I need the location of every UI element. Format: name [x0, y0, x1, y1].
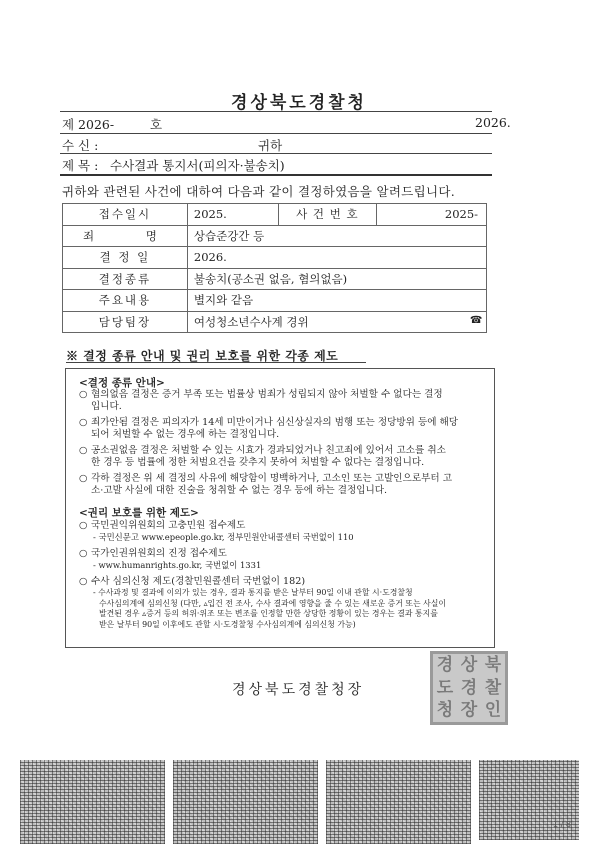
- decision-item-text: 한 경우 등 법률에 정한 처벌요건을 갖추지 못하여 처벌할 수 없다는 결정입니다.: [91, 457, 425, 469]
- document-number-suffix: 호: [150, 117, 163, 132]
- intro-text: 귀하와 관련된 사건에 대하여 다음과 같이 결정하였음을 알려드립니다.: [62, 184, 456, 199]
- rights-item-detail: 수사심의계에 심의신청 (다만, ▵입건 전 조사, 수사 결과에 영향을 줄 수 있는 새로운 증거 또는 사실이: [99, 598, 446, 608]
- decision-item-text: 입니다.: [91, 401, 122, 413]
- bullet: ○: [79, 576, 88, 587]
- decision-item-text: 혐의없음 결정은 증거 부족 또는 법률상 범죄가 성립되지 않아 처벌할 수 없다는 결정: [91, 389, 443, 400]
- content-label: 주요내용: [63, 290, 188, 312]
- bullet: ○: [79, 389, 88, 400]
- recipient-suffix: 귀하: [258, 138, 283, 153]
- seal-char: 도: [436, 677, 454, 698]
- seal-char: 경: [460, 677, 478, 698]
- decision-item: [79, 417, 489, 442]
- rights-item-title: 국민권익위원회의 고충민원 접수제도: [91, 520, 246, 531]
- seal-char: 북: [484, 655, 502, 675]
- receipt-date-label: 접수일시: [63, 204, 188, 226]
- table-row: [63, 247, 487, 269]
- bullet: ○: [79, 445, 88, 456]
- document-barcode: [20, 760, 165, 844]
- case-info-table: [62, 203, 487, 333]
- bullet: ○: [79, 473, 88, 484]
- header-divider: [60, 153, 492, 154]
- case-number-label: 사 건 번 호: [278, 204, 376, 226]
- decision-item-text: 소·고발 사실에 대한 진술을 청취할 수 없는 경우 등에 하는 결정입니다.: [91, 485, 388, 497]
- decision-item: [79, 389, 489, 414]
- case-number-value: 2025-: [376, 204, 486, 226]
- seal-char: 찰: [484, 677, 502, 698]
- bullet: ○: [79, 548, 88, 559]
- decision-item: [79, 473, 489, 498]
- table-row: [63, 268, 487, 290]
- decision-date-label: 결 정 일: [63, 247, 188, 269]
- rights-item: [79, 520, 489, 543]
- seal-char: 인: [484, 700, 502, 721]
- rights-item: [79, 548, 489, 571]
- officer-value: 여성청소년수사계 경위: [193, 314, 309, 329]
- phone-icon: ☎: [469, 314, 483, 326]
- document-number-label: 제 2026-: [62, 117, 115, 132]
- document-date: 2026.: [475, 115, 511, 130]
- document-barcode: [326, 760, 471, 844]
- receipt-date-value: 2025.: [187, 204, 278, 226]
- document-title: 경상북도경찰청: [231, 93, 367, 113]
- rights-item-title: 수사 심의신청 제도(경찰민원콜센터 국번없이 182): [91, 576, 306, 587]
- decision-type-label: 결정종류: [63, 268, 188, 290]
- header-divider: [60, 133, 492, 134]
- subject-text: 수사결과 통지서(피의자·불송치): [110, 158, 285, 173]
- seal-char: 경: [436, 655, 454, 675]
- notice-underline: [66, 362, 366, 363]
- notice-title: ※ 결정 종류 안내 및 권리 보호를 위한 각종 제도: [66, 349, 339, 363]
- table-row: [63, 290, 487, 312]
- rights-item-detail: 받은 날부터 90일 이후에도 관할 시·도경찰청 수사심의계에 심의신청 가능): [99, 619, 356, 629]
- header-divider-bottom: [60, 174, 492, 176]
- table-row: [63, 225, 487, 247]
- rights-item-detail: 발견된 경우 ▵증거 등의 허위·위조 또는 변조를 인정할 만한 상당한 정황이 있는 경우는 결과 통지를: [99, 609, 438, 619]
- decision-guide-title: <결정 종류 안내>: [79, 377, 165, 389]
- subject-label: 제 목 :: [62, 158, 99, 173]
- charge-label: 죄 명: [63, 225, 188, 247]
- decision-date-value: 2026.: [187, 247, 486, 269]
- decision-item-text: 공소권없음 결정은 처벌할 수 있는 시효가 경과되었거나 친고죄에 있어서 고소를 취소: [91, 445, 446, 456]
- charge-value: 상습준강간 등: [187, 225, 486, 247]
- document-barcode: [173, 760, 318, 844]
- page-number: 1 / 8: [553, 820, 571, 829]
- header-divider-top: [60, 111, 492, 112]
- bullet: ○: [79, 520, 88, 531]
- table-row: [63, 204, 487, 226]
- content-value: 별지와 같음: [187, 290, 486, 312]
- decision-item-text: 되어 처벌할 수 없는 경우에 하는 결정입니다.: [91, 429, 280, 441]
- officer-label: 담당팀장: [63, 311, 188, 333]
- officer-value-cell: [187, 311, 486, 333]
- official-seal: [430, 651, 508, 725]
- bullet: ○: [79, 417, 88, 428]
- recipient-label: 수 신 :: [62, 138, 99, 153]
- seal-char: 장: [460, 700, 478, 721]
- seal-char: 청: [436, 700, 454, 721]
- rights-item: [79, 576, 491, 630]
- decision-item-text: 죄가안됨 결정은 피의자가 14세 미만이거나 심신상실자의 범행 또는 정당방위 등에 해당: [91, 417, 459, 428]
- rights-item-detail: - 국민신문고 www.epeople.go.kr, 정부민원안내콜센터 국번없이 110: [93, 532, 354, 543]
- rights-item-detail: - 수사과정 및 결과에 이의가 있는 경우, 결과 통지를 받은 날부터 90일 이내 관할 시·도경찰청: [93, 588, 413, 598]
- table-row: [63, 311, 487, 333]
- decision-type-value: 불송치(공소권 없음, 혐의없음): [187, 268, 486, 290]
- rights-item-title: 국가인권위원회의 진정 접수제도: [91, 548, 227, 559]
- rights-item-detail: - www.humanrights.go.kr, 국번없이 1331: [93, 560, 262, 571]
- decision-item: [79, 445, 489, 470]
- rights-title: <권리 보호를 위한 제도>: [79, 507, 199, 519]
- seal-char: 상: [460, 655, 478, 675]
- notice-box: [65, 368, 495, 648]
- issuer-signature: 경상북도경찰청장: [232, 682, 365, 698]
- decision-item-text: 각하 결정은 위 세 결정의 사유에 해당함이 명백하거나, 고소인 또는 고발인으로부터 고: [91, 473, 452, 484]
